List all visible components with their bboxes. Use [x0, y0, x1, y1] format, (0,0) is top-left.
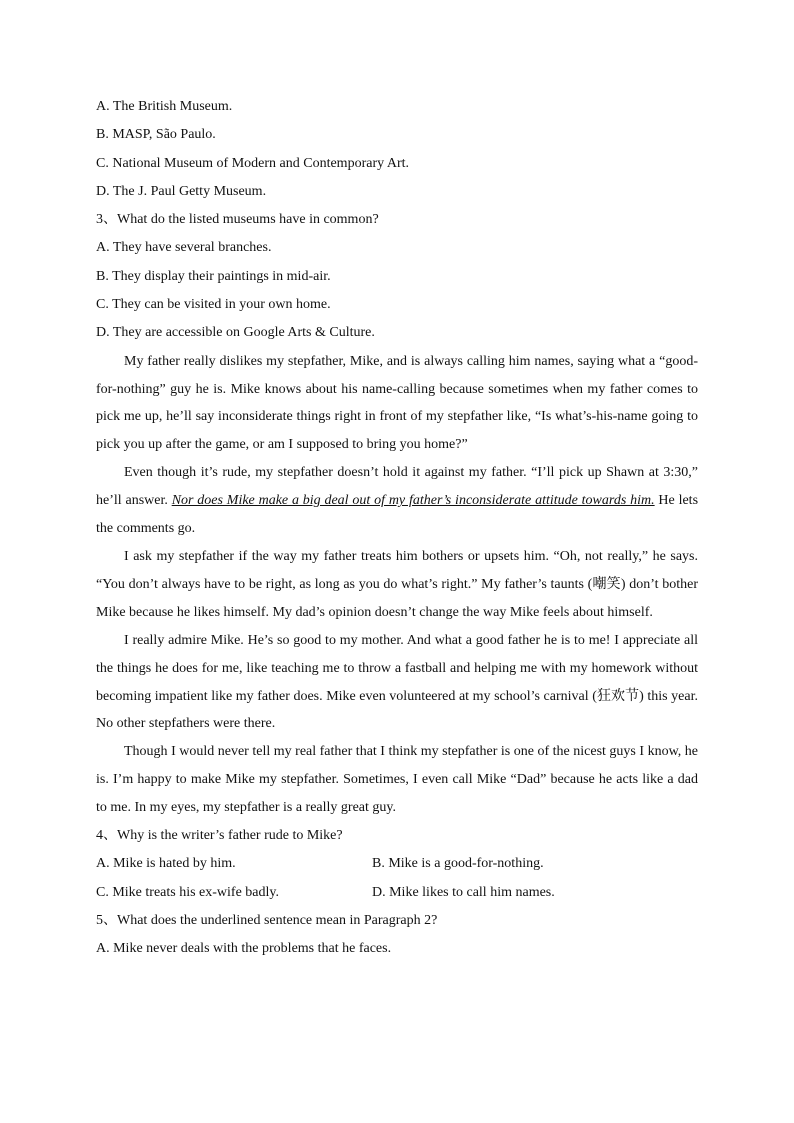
q4-question: 4、Why is the writer’s father rude to Mike? [96, 828, 343, 844]
q4-options-row-1 [96, 850, 698, 878]
q3-option-d: D. They are accessible on Google Arts & Culture. [96, 325, 375, 341]
q4-option-a: A. Mike is hated by him. [96, 856, 236, 872]
q4-option-c: C. Mike treats his ex-wife badly. [96, 884, 279, 900]
q3-option-c: C. They can be visited in your own home. [96, 297, 331, 313]
q4-option-b: B. Mike is a good-for-nothing. [372, 856, 544, 872]
q5-option-a: A. Mike never deals with the problems that he faces. [96, 941, 392, 957]
q5-question: 5、What does the underlined sentence mean in Paragraph 2? [96, 912, 438, 928]
paragraph-2-text-after: He lets the comments go. [96, 493, 699, 537]
document-page [96, 93, 698, 964]
q2-option-c: C. National Museum of Modern and Contemporary Art. [96, 155, 410, 171]
q4-option-d: D. Mike likes to call him names. [372, 884, 555, 900]
underlined-sentence: Nor does Mike make a big deal out of my father’s inconsiderate attitude towards him. [171, 493, 655, 509]
q2-option-b: B. MASP, São Paulo. [96, 127, 216, 143]
q2-option-d: D. The J. Paul Getty Museum. [96, 183, 267, 199]
q3-option-a: A. They have several branches. [96, 240, 272, 256]
q4-options-row-2 [96, 879, 698, 907]
passage-paragraph-4: I really admire Mike. He’s so good to my mother. And what a good father he is to me! I appreciate all the things he does for me, like teaching me to throw a fastball and helping me with my homework without becoming impatient like my father does. Mike even volunteered at my school’s carnival (狂欢节) this year. No other stepfathers were there. [96, 632, 698, 732]
passage-paragraph-3: I ask my stepfather if the way my father treats him bothers or upsets him. “Oh, not really,” he says. “You don’t always have to be right, as long as you do what’s right.” My father’s taunts (嘲笑) don’t bother Mike because he likes himself. My dad’s opinion doesn’t change the way Mike feels about himself. [96, 549, 698, 620]
q2-option-a: A. The British Museum. [96, 99, 233, 114]
paragraph-2-text-before: Even though it’s rude, my stepfather doesn’t hold it against my father. “I’ll pick up Shawn at 3:30,” he’ll answer. [96, 465, 698, 509]
passage-paragraph-2 [96, 459, 698, 543]
q3-question: 3、What do the listed museums have in common? [96, 212, 379, 228]
q3-option-b: B. They display their paintings in mid-air. [96, 268, 331, 284]
passage-paragraph-1: My father really dislikes my stepfather, Mike, and is always calling him names, saying what a “good-for-nothing” guy he is. Mike knows about his name-calling because sometimes when my father comes to pick me up, he’ll say inconsiderate things right in front of my stepfather like, “Is what’s-his-name going to pick you up after the game, or am I supposed to bring you home?” [96, 353, 698, 453]
passage-paragraph-5: Though I would never tell my real father that I think my stepfather is one of the nicest guys I know, he is. I’m happy to make Mike my stepfather. Sometimes, I even call Mike “Dad” because he acts like a dad to me. In my eyes, my stepfather is a really great guy. [96, 744, 698, 816]
